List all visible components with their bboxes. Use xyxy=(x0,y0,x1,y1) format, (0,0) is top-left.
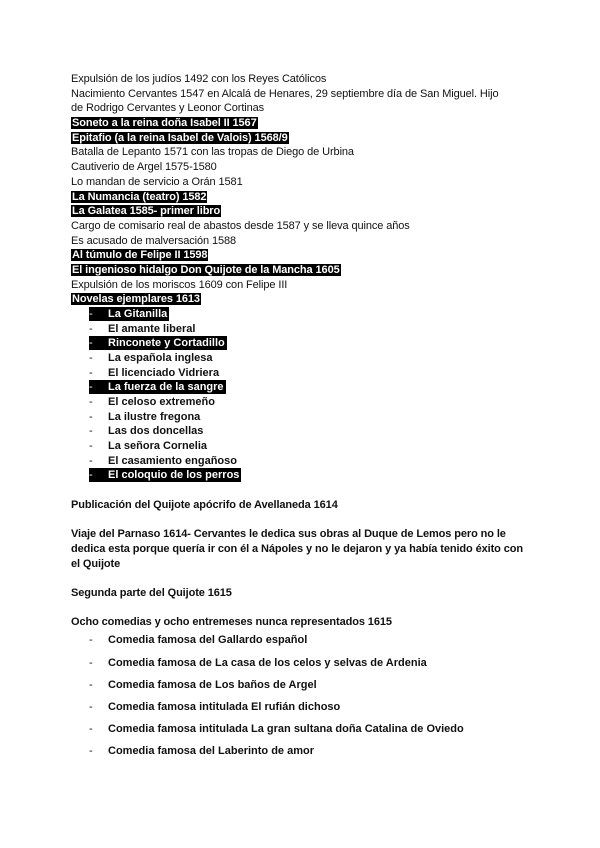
comedia-title: Comedia famosa del Laberinto de amor xyxy=(108,745,314,757)
list-item xyxy=(89,322,195,336)
bullet-dash: - xyxy=(89,425,93,437)
timeline-line-highlighted xyxy=(71,131,289,145)
timeline-line: de Rodrigo Cervantes y Leonor Cortinas xyxy=(71,102,265,114)
timeline-line-highlighted xyxy=(71,190,207,204)
bullet-dash: - xyxy=(89,381,93,393)
bullet-dash: - xyxy=(89,657,93,669)
highlighted-text: La Numancia (teatro) 1582 xyxy=(72,191,207,203)
novela-title: La ilustre fregona xyxy=(108,411,201,423)
bullet-dash: - xyxy=(89,745,93,757)
bullet-dash: - xyxy=(89,455,93,467)
list-item xyxy=(89,454,237,468)
bullet-dash: - xyxy=(89,352,93,364)
bullet-dash: - xyxy=(89,679,93,691)
list-item xyxy=(89,656,427,670)
comedia-title: Comedia famosa intitulada La gran sultana doña Catalina de Oviedo xyxy=(108,723,464,735)
novela-title: El celoso extremeño xyxy=(108,396,215,408)
list-item-highlighted xyxy=(89,380,226,394)
bullet-dash: - xyxy=(89,308,93,320)
timeline-line-highlighted xyxy=(71,248,208,262)
list-item-highlighted xyxy=(89,468,241,482)
highlighted-text: Epitafio (a la reina Isabel de Valois) 1568/9 xyxy=(72,132,288,144)
paragraph: Publicación del Quijote apócrifo de Avellaneda 1614 xyxy=(71,499,338,511)
list-item xyxy=(89,395,215,409)
novela-title: La española inglesa xyxy=(108,352,213,364)
novela-title: La señora Cornelia xyxy=(108,440,208,452)
novela-title: La Gitanilla xyxy=(108,308,168,320)
timeline-line: Cargo de comisario real de abastos desde 1587 y se lleva quince años xyxy=(71,220,410,232)
timeline-line-highlighted xyxy=(71,263,341,277)
list-item xyxy=(89,744,314,758)
list-item xyxy=(89,410,200,424)
bullet-dash: - xyxy=(89,396,93,408)
list-item xyxy=(89,351,213,365)
paragraph: Viaje del Parnaso 1614- Cervantes le dedica sus obras al Duque de Lemos pero no le dedica esta porque quería ir con él a Nápoles y no le dejaron y ya había tenido éxito con el Quijote xyxy=(71,528,524,570)
comedia-title: Comedia famosa de La casa de los celos y selvas de Ardenia xyxy=(108,657,427,669)
timeline-line: Expulsión de los moriscos 1609 con Felipe III xyxy=(71,279,288,291)
bullet-dash: - xyxy=(89,440,93,452)
paragraph: Ocho comedias y ocho entremeses nunca representados 1615 xyxy=(71,616,392,628)
novela-title: El amante liberal xyxy=(108,323,196,335)
comedia-title: Comedia famosa intitulada El rufián dichoso xyxy=(108,701,341,713)
list-item-highlighted xyxy=(89,336,227,350)
list-item xyxy=(89,424,203,438)
timeline-line-highlighted xyxy=(71,204,221,218)
bullet-dash: - xyxy=(89,337,93,349)
highlighted-text: Novelas ejemplares 1613 xyxy=(72,293,200,305)
novela-title: Las dos doncellas xyxy=(108,425,204,437)
timeline-line: Nacimiento Cervantes 1547 en Alcalá de Henares, 29 septiembre día de San Miguel. Hijo xyxy=(71,88,499,100)
novela-title: El licenciado Vidriera xyxy=(108,367,220,379)
bullet-dash: - xyxy=(89,723,93,735)
list-item xyxy=(89,722,464,736)
novela-title: El coloquio de los perros xyxy=(108,469,240,481)
highlighted-text: El ingenioso hidalgo Don Quijote de la Mancha 1605 xyxy=(72,264,340,276)
bullet-dash: - xyxy=(89,411,93,423)
timeline-line: Es acusado de malversación 1588 xyxy=(71,235,237,247)
novela-title: Rinconete y Cortadillo xyxy=(108,337,225,349)
list-item xyxy=(89,439,207,453)
highlighted-text: Al túmulo de Felipe II 1598 xyxy=(72,249,208,261)
bullet-dash: - xyxy=(89,323,93,335)
list-item-highlighted xyxy=(89,307,169,321)
highlighted-text: La Galatea 1585- primer libro xyxy=(72,205,221,217)
timeline-line: Expulsión de los judíos 1492 con los Reyes Católicos xyxy=(71,73,327,85)
comedia-title: Comedia famosa del Gallardo español xyxy=(108,634,308,646)
timeline-line: Cautiverio de Argel 1575-1580 xyxy=(71,161,217,173)
timeline-line-highlighted xyxy=(71,116,258,130)
paragraph: Segunda parte del Quijote 1615 xyxy=(71,587,232,599)
comedia-title: Comedia famosa de Los baños de Argel xyxy=(108,679,317,691)
timeline-line: Batalla de Lepanto 1571 con las tropas de Diego de Urbina xyxy=(71,146,354,158)
novela-title: El casamiento engañoso xyxy=(108,455,237,467)
list-item xyxy=(89,633,307,647)
bullet-dash: - xyxy=(89,634,93,646)
bullet-dash: - xyxy=(89,701,93,713)
highlighted-text: Soneto a la reina doña Isabel II 1567 xyxy=(72,117,257,129)
timeline-line: Lo mandan de servicio a Orán 1581 xyxy=(71,176,243,188)
bullet-dash: - xyxy=(89,367,93,379)
list-item xyxy=(89,678,317,692)
timeline-line-highlighted xyxy=(71,292,201,306)
bullet-dash: - xyxy=(89,469,93,481)
list-item xyxy=(89,366,219,380)
list-item xyxy=(89,700,340,714)
novela-title: La fuerza de la sangre xyxy=(108,381,224,393)
